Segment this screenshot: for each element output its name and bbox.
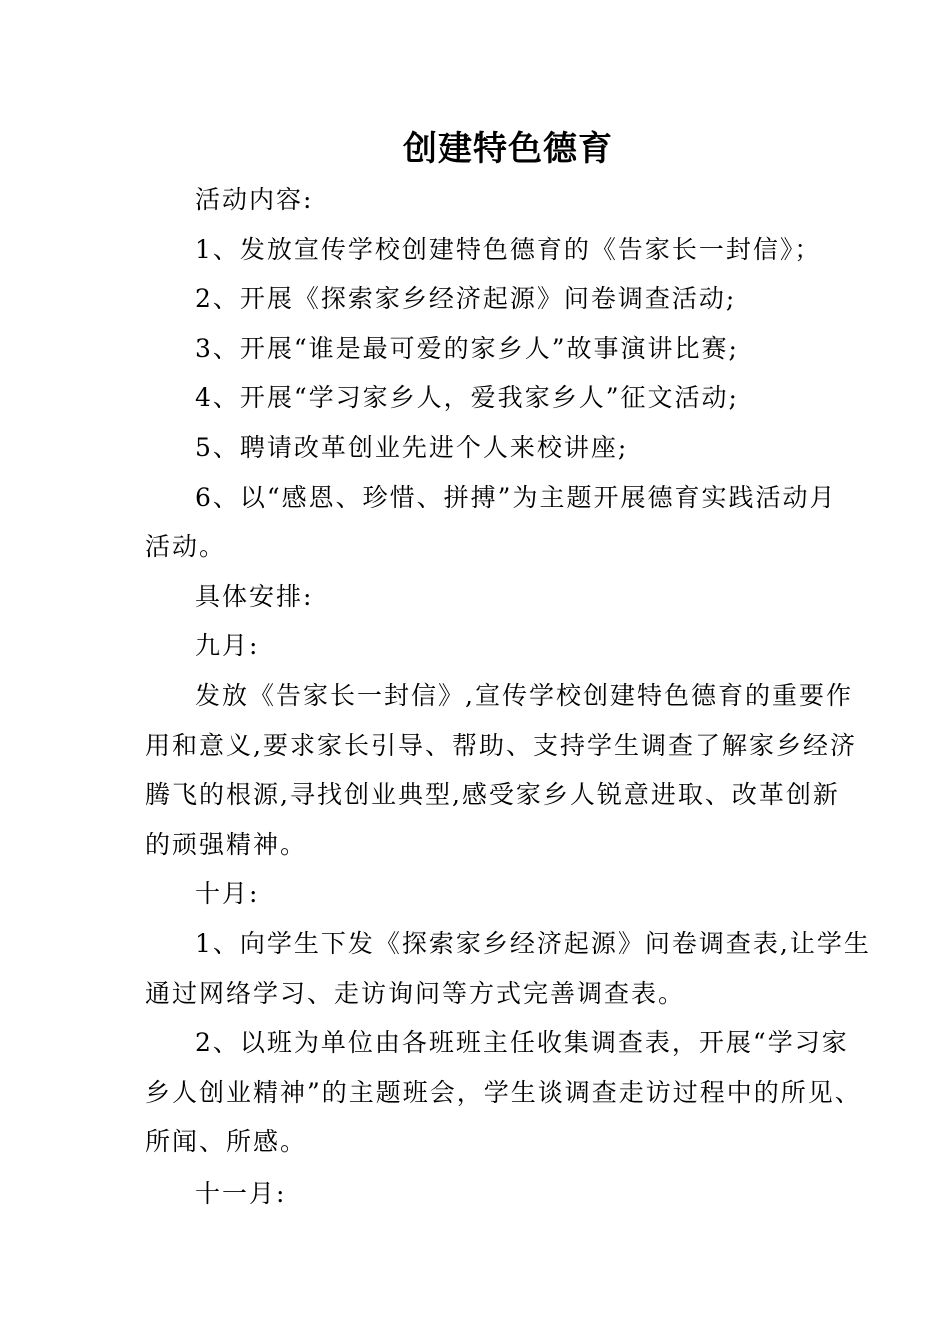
list-item: 3、开展“谁是最可爱的家乡人”故事演讲比赛; — [195, 334, 739, 363]
section-heading-activity-content: 活动内容: — [195, 185, 314, 214]
paragraph-line: 所闻、所感。 — [145, 1127, 308, 1156]
paragraph-line: 2、以班为单位由各班班主任收集调查表，开展“学习家 — [195, 1028, 849, 1057]
list-item: 5、聘请改革创业先进个人来校讲座; — [195, 433, 629, 462]
paragraph-line: 乡人创业精神”的主题班会，学生谈调查走访过程中的所见、 — [145, 1078, 862, 1107]
paragraph-line: 通过网络学习、走访询问等方式完善调查表。 — [145, 979, 686, 1008]
month-heading-september: 九月: — [195, 631, 260, 660]
paragraph-line: 活动。 — [145, 532, 227, 561]
document-title: 创建特色德育 — [403, 129, 613, 169]
paragraph-line: 1、向学生下发《探索家乡经济起源》问卷调查表,让学生 — [195, 929, 871, 958]
list-item: 2、开展《探索家乡经济起源》问卷调查活动; — [195, 284, 737, 313]
paragraph-line: 腾飞的根源,寻找创业典型,感受家乡人锐意进取、改革创新 — [145, 780, 840, 809]
list-item: 6、以“感恩、珍惜、拼搏”为主题开展德育实践活动月 — [195, 483, 837, 512]
list-item: 1、发放宣传学校创建特色德育的《告家长一封信》； — [195, 235, 822, 264]
list-item: 4、开展“学习家乡人，爱我家乡人”征文活动; — [195, 383, 739, 412]
month-heading-october: 十月: — [195, 879, 260, 908]
section-heading-schedule: 具体安排: — [195, 582, 314, 611]
paragraph-line: 用和意义,要求家长引导、帮助、支持学生调查了解家乡经济 — [145, 731, 857, 760]
month-heading-november: 十一月: — [195, 1179, 287, 1208]
paragraph-line: 的顽强精神。 — [145, 830, 308, 859]
paragraph-line: 发放《告家长一封信》,宣传学校创建特色德育的重要作 — [195, 681, 853, 710]
